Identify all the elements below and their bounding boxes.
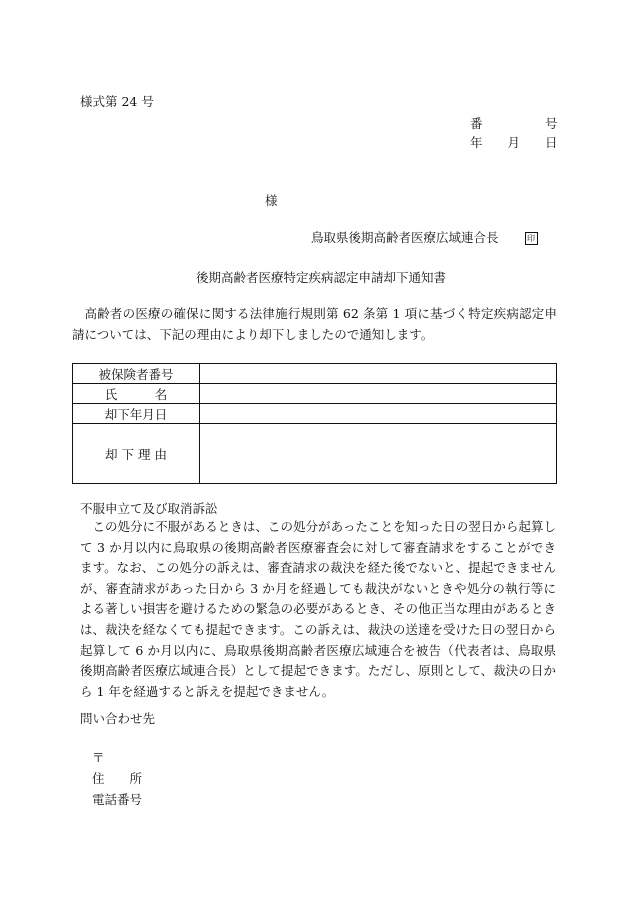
form-number: 様式第 24 号 bbox=[80, 94, 154, 109]
insured-number-label: 被保険者番号 bbox=[73, 364, 200, 384]
rejection-reason-value bbox=[200, 424, 557, 484]
table-row bbox=[73, 424, 557, 484]
rejection-date-label: 却下年月日 bbox=[73, 404, 200, 424]
appeal-text: この処分に不服があるときは、この処分があったことを知った日の翌日から起算して 3 か月以内に鳥取県の後期高齢者医療審査会に対して審査請求をすることができます。なお、この処分の訴えは、審査請求の裁決を経た後でないと、提起できませんが、審査請求があった日から 3 か月を経過しても裁決がないときや処分の執行等による著しい損害を避けるための緊急の必要があるとき、その他正当な理由があるときは、裁決を経なくても提起できます。この訴えは、裁決の送達を受けた日の翌日から起算して 6 か月以内に、鳥取県後期高齢者医療広域連合を被告（代表者は、鳥取県後期高齢者医療広域連合長）として提起できます。ただし、原則として、裁決の日から 1 年を経過すると訴えを提起できません。 bbox=[80, 519, 556, 699]
appeal-paragraph bbox=[80, 517, 556, 702]
table-row bbox=[73, 404, 557, 424]
rejection-date-value bbox=[200, 404, 557, 424]
phone-label: 電話番号 bbox=[92, 792, 143, 807]
contact-heading: 問い合わせ先 bbox=[80, 711, 156, 726]
issuer-line bbox=[311, 232, 538, 245]
intro-text: 高齢者の医療の確保に関する法律施行規則第 62 条第 1 項に基づく特定疾病認定申請については、下記の理由により却下しましたので通知します。 bbox=[72, 306, 557, 342]
name-value bbox=[200, 384, 557, 404]
table-row bbox=[73, 364, 557, 384]
notice-info-table bbox=[72, 363, 557, 484]
issue-date-label: 年 月 日 bbox=[470, 135, 558, 150]
recipient-honorific: 様 bbox=[265, 193, 278, 208]
appeal-heading: 不服申立て及び取消訴訟 bbox=[80, 501, 218, 516]
postal-mark: 〒 bbox=[92, 750, 105, 765]
insured-number-value bbox=[200, 364, 557, 384]
name-label: 氏 名 bbox=[73, 384, 200, 404]
issuer-name: 鳥取県後期高齢者医療広域連合長 bbox=[311, 230, 499, 245]
document-number-label: 番 号 bbox=[470, 116, 558, 131]
seal-mark: 印 bbox=[525, 232, 538, 245]
address-label: 住 所 bbox=[92, 771, 143, 786]
rejection-reason-label: 却 下 理 由 bbox=[73, 424, 200, 484]
table-row bbox=[73, 384, 557, 404]
document-title: 後期高齢者医療特定疾病認定申請却下通知書 bbox=[196, 270, 447, 285]
intro-paragraph bbox=[72, 304, 557, 345]
